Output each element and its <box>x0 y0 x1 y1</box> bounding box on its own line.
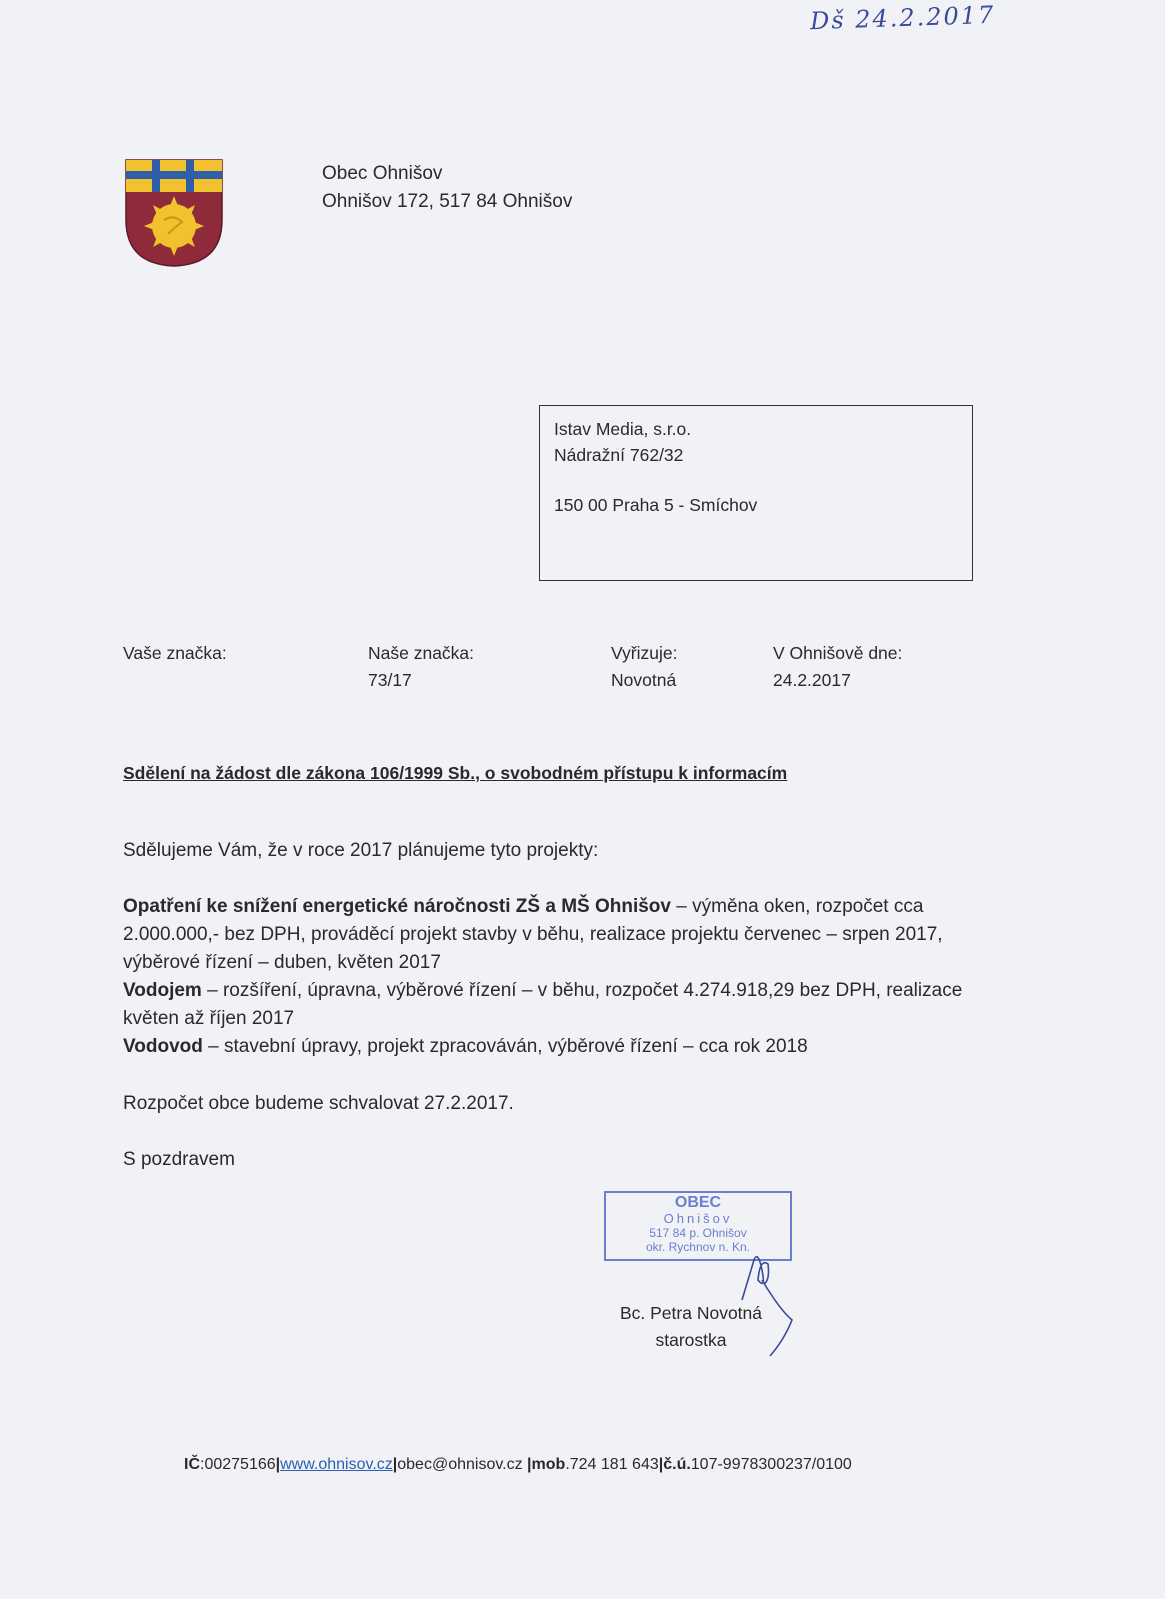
handwritten-note: Dš 24.2.2017 <box>809 0 996 36</box>
footer-account-value: 107-9978300237/0100 <box>690 1456 852 1473</box>
footer-mob-value: .724 181 643 <box>565 1456 659 1473</box>
projects-list <box>123 893 983 1061</box>
footer-account-label: č.ú. <box>663 1456 691 1473</box>
stamp-line-4: okr. Rychnov n. Kn. <box>645 1240 751 1254</box>
project-text: – výměna oken, rozpočet cca 2.000.000,- bez DPH, prováděcí projekt stavby v běhu, realizace projektu červenec – srpen 2017, výběrové řízení – duben, květen 2017 <box>123 896 943 973</box>
coat-of-arms-logo <box>124 158 224 268</box>
project-text: – rozšíření, úpravna, výběrové řízení – v běhu, rozpočet 4.274.918,29 bez DPH, realizace květen až říjen 2017 <box>123 980 963 1029</box>
footer-web-link[interactable]: www.ohnisov.cz <box>280 1456 393 1473</box>
recipient-line-2: Nádražní 762/32 <box>554 445 684 465</box>
stamp-line-3: 517 84 p. Ohnišov <box>649 1226 747 1240</box>
footer-contact: IČ:00275166|www.ohnisov.cz|obec@ohnisov.cz |mob.724 181 643|č.ú.107-9978300237/0100 <box>184 1456 852 1473</box>
project-title: Vodovod <box>123 1036 203 1057</box>
sender-name: Obec Ohnišov <box>322 163 443 184</box>
recipient-address-box <box>539 405 973 581</box>
ref-vyrizuje <box>611 640 677 694</box>
recipient-line-1: Istav Media, s.r.o. <box>554 419 692 439</box>
signer-name: Bc. Petra Novotná <box>619 1303 763 1323</box>
ref-nase-value: 73/17 <box>368 670 412 690</box>
ref-date-label: V Ohnišově dne: <box>773 643 903 663</box>
footer-ic-label: IČ <box>184 1456 200 1473</box>
ref-vyrizuje-value: Novotná <box>611 670 677 690</box>
footer-mob-label: mob <box>531 1456 566 1473</box>
project-title: Vodojem <box>123 980 202 1001</box>
project-text: – stavební úpravy, projekt zpracováván, výběrové řízení – cca rok 2018 <box>202 1036 808 1057</box>
stamp-line-2: Ohnišov <box>663 1211 733 1226</box>
project-item <box>123 893 983 977</box>
project-title: Opatření ke snížení energetické náročnosti ZŠ a MŠ Ohnišov <box>123 896 671 917</box>
stamp-line-1: OBEC <box>674 1194 722 1211</box>
ref-nase-label: Naše značka: <box>368 643 475 663</box>
recipient-line-3: 150 00 Praha 5 - Smíchov <box>554 495 758 515</box>
ref-vase-label: Vaše značka: <box>123 643 227 663</box>
footer-email: obec@ohnisov.cz <box>397 1456 528 1473</box>
signer-block <box>611 1300 771 1354</box>
signer-role: starostka <box>655 1330 727 1350</box>
sender-block <box>322 160 572 216</box>
sender-address: Ohnišov 172, 517 84 Ohnišov <box>322 191 573 212</box>
ref-vase-znacka <box>123 640 227 667</box>
ref-nase-znacka <box>368 640 474 694</box>
project-item <box>123 977 983 1033</box>
intro-text: Sdělujeme Vám, že v roce 2017 plánujeme tyto projekty: <box>123 840 599 861</box>
greeting: S pozdravem <box>123 1149 235 1170</box>
ref-date-value: 24.2.2017 <box>773 670 851 690</box>
project-item <box>123 1033 983 1061</box>
footer-ic-value: :00275166 <box>200 1456 276 1473</box>
ref-date <box>773 640 902 694</box>
ref-vyrizuje-label: Vyřizuje: <box>611 643 678 663</box>
budget-note: Rozpočet obce budeme schvalovat 27.2.2017. <box>123 1093 514 1114</box>
letter-subject: Sdělení na žádost dle zákona 106/1999 Sb., o svobodném přístupu k informacím <box>123 763 788 783</box>
